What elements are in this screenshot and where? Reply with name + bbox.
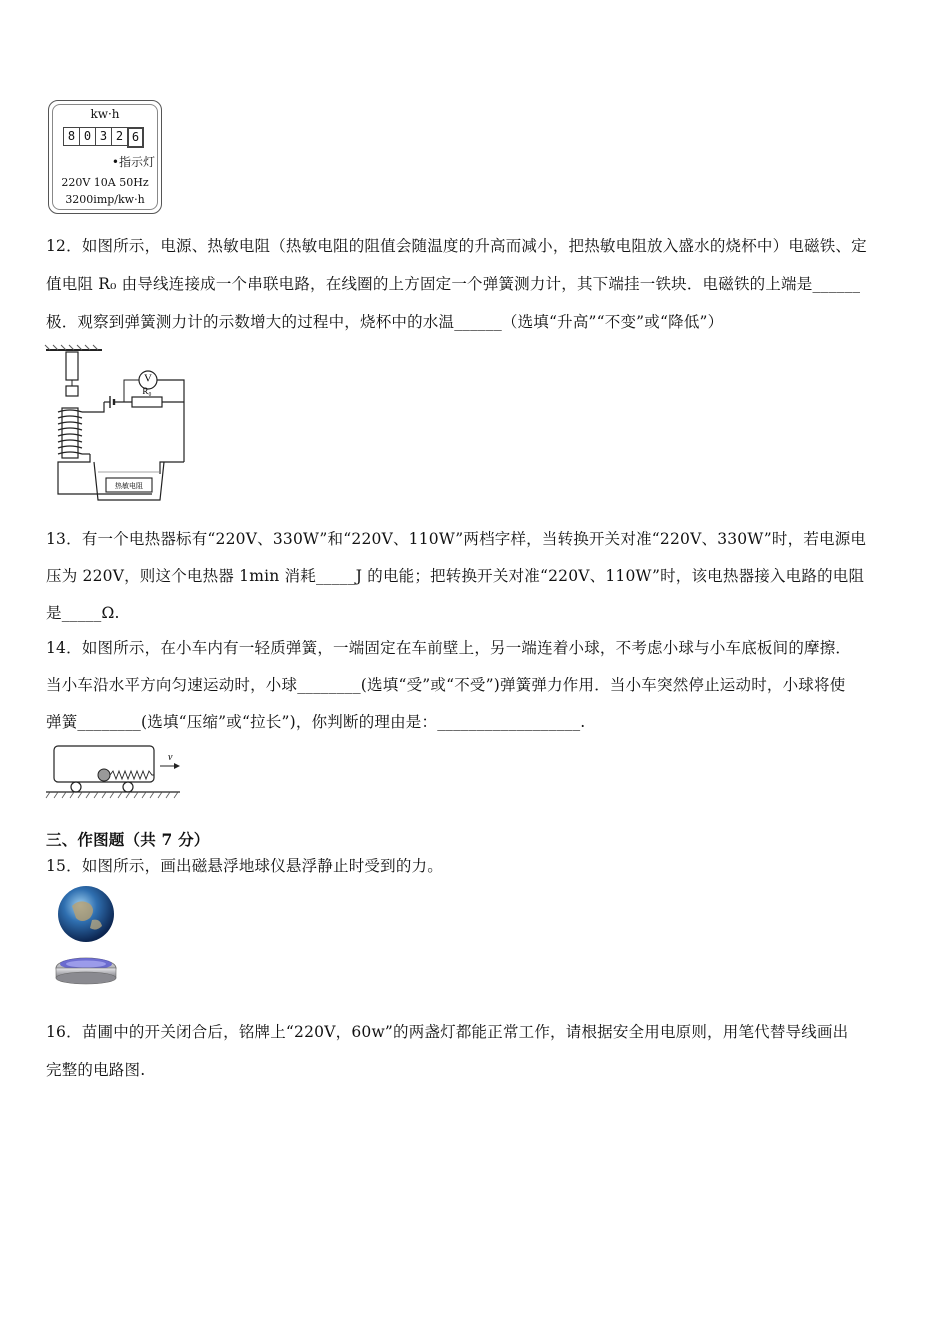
thermistor-label: 热敏电阻 [115, 482, 143, 490]
ball-icon [98, 769, 110, 781]
velocity-label: v [168, 752, 173, 763]
wheel-icon [123, 782, 133, 792]
q16-line-1: 16．苗圃中的开关闭合后，铭牌上“220V，60w”的两盏灯都能正常工作，请根据安全用电原则，用笔代替导线画出 [46, 1023, 849, 1041]
q14-line-3: 弹簧________(选填“压缩”或“拉长”)，你判断的理由是：__________________. [46, 713, 586, 731]
meter-unit: kw·h [90, 107, 120, 121]
section-heading: 三、作图题（共 7 分） [46, 830, 210, 849]
meter-digits [63, 127, 143, 148]
q15-text: 15．如图所示，画出磁悬浮地球仪悬浮静止时受到的力。 [46, 857, 443, 875]
maglev-globe-figure [46, 884, 130, 994]
q13-line-2: 压为 220V，则这个电热器 1min 消耗_____J 的电能；把转换开关对准“220V、110W”时，该电热器接入电路的电阻 [46, 567, 865, 585]
wheel-icon [71, 782, 81, 792]
voltmeter-label: V [144, 372, 152, 385]
meter-rating: 220V 10A 50Hz [61, 176, 149, 189]
meter-digit: 0 [79, 127, 96, 146]
electric-meter-figure [48, 100, 162, 214]
spring-scale-icon [66, 352, 78, 380]
meter-imp: 3200imp/kw·h [65, 193, 145, 206]
meter-digit-decimal: 6 [127, 127, 144, 148]
q14-line-2: 当小车沿水平方向匀速运动时，小球________(选填“受”或“不受”)弹簧弹力作用．当小车突然停止运动时，小球将使 [46, 676, 846, 694]
iron-block [66, 386, 78, 396]
meter-digit: 2 [111, 127, 128, 146]
resistor-r0-icon [132, 397, 162, 407]
q12-line-1: 12．如图所示，电源、热敏电阻（热敏电阻的阻值会随温度的升高而减小，把热敏电阻放入盛水的烧杯中）电磁铁、定 [46, 237, 867, 255]
q12-line-2: 值电阻 R₀ 由导线连接成一个串联电路，在线圈的上方固定一个弹簧测力计，其下端挂一铁块．电磁铁的上端是______ [46, 275, 861, 293]
meter-digit: 3 [95, 127, 112, 146]
cart-spring-figure [44, 742, 184, 802]
q13-line-1: 13．有一个电热器标有“220V、330W”和“220V、110W”两档字样，当转换开关对准“220V、330W”时，若电源电 [46, 530, 867, 548]
q13-line-3: 是_____Ω. [46, 604, 120, 622]
meter-digit: 8 [63, 127, 80, 146]
meter-indicator-light: •指示灯 [111, 155, 155, 169]
q12-line-3: 极．观察到弹簧测力计的示数增大的过程中，烧杯中的水温______（选填“升高”“不变”或“降低”） [46, 313, 724, 331]
q14-line-1: 14．如图所示，在小车内有一轻质弹簧，一端固定在车前壁上，另一端连着小球，不考虑小球与小车底板间的摩擦． [46, 639, 852, 657]
q16-line-2: 完整的电路图. [46, 1061, 146, 1079]
resistor-label: R₀ [142, 386, 152, 396]
electromagnet-circuit-figure [44, 344, 194, 504]
